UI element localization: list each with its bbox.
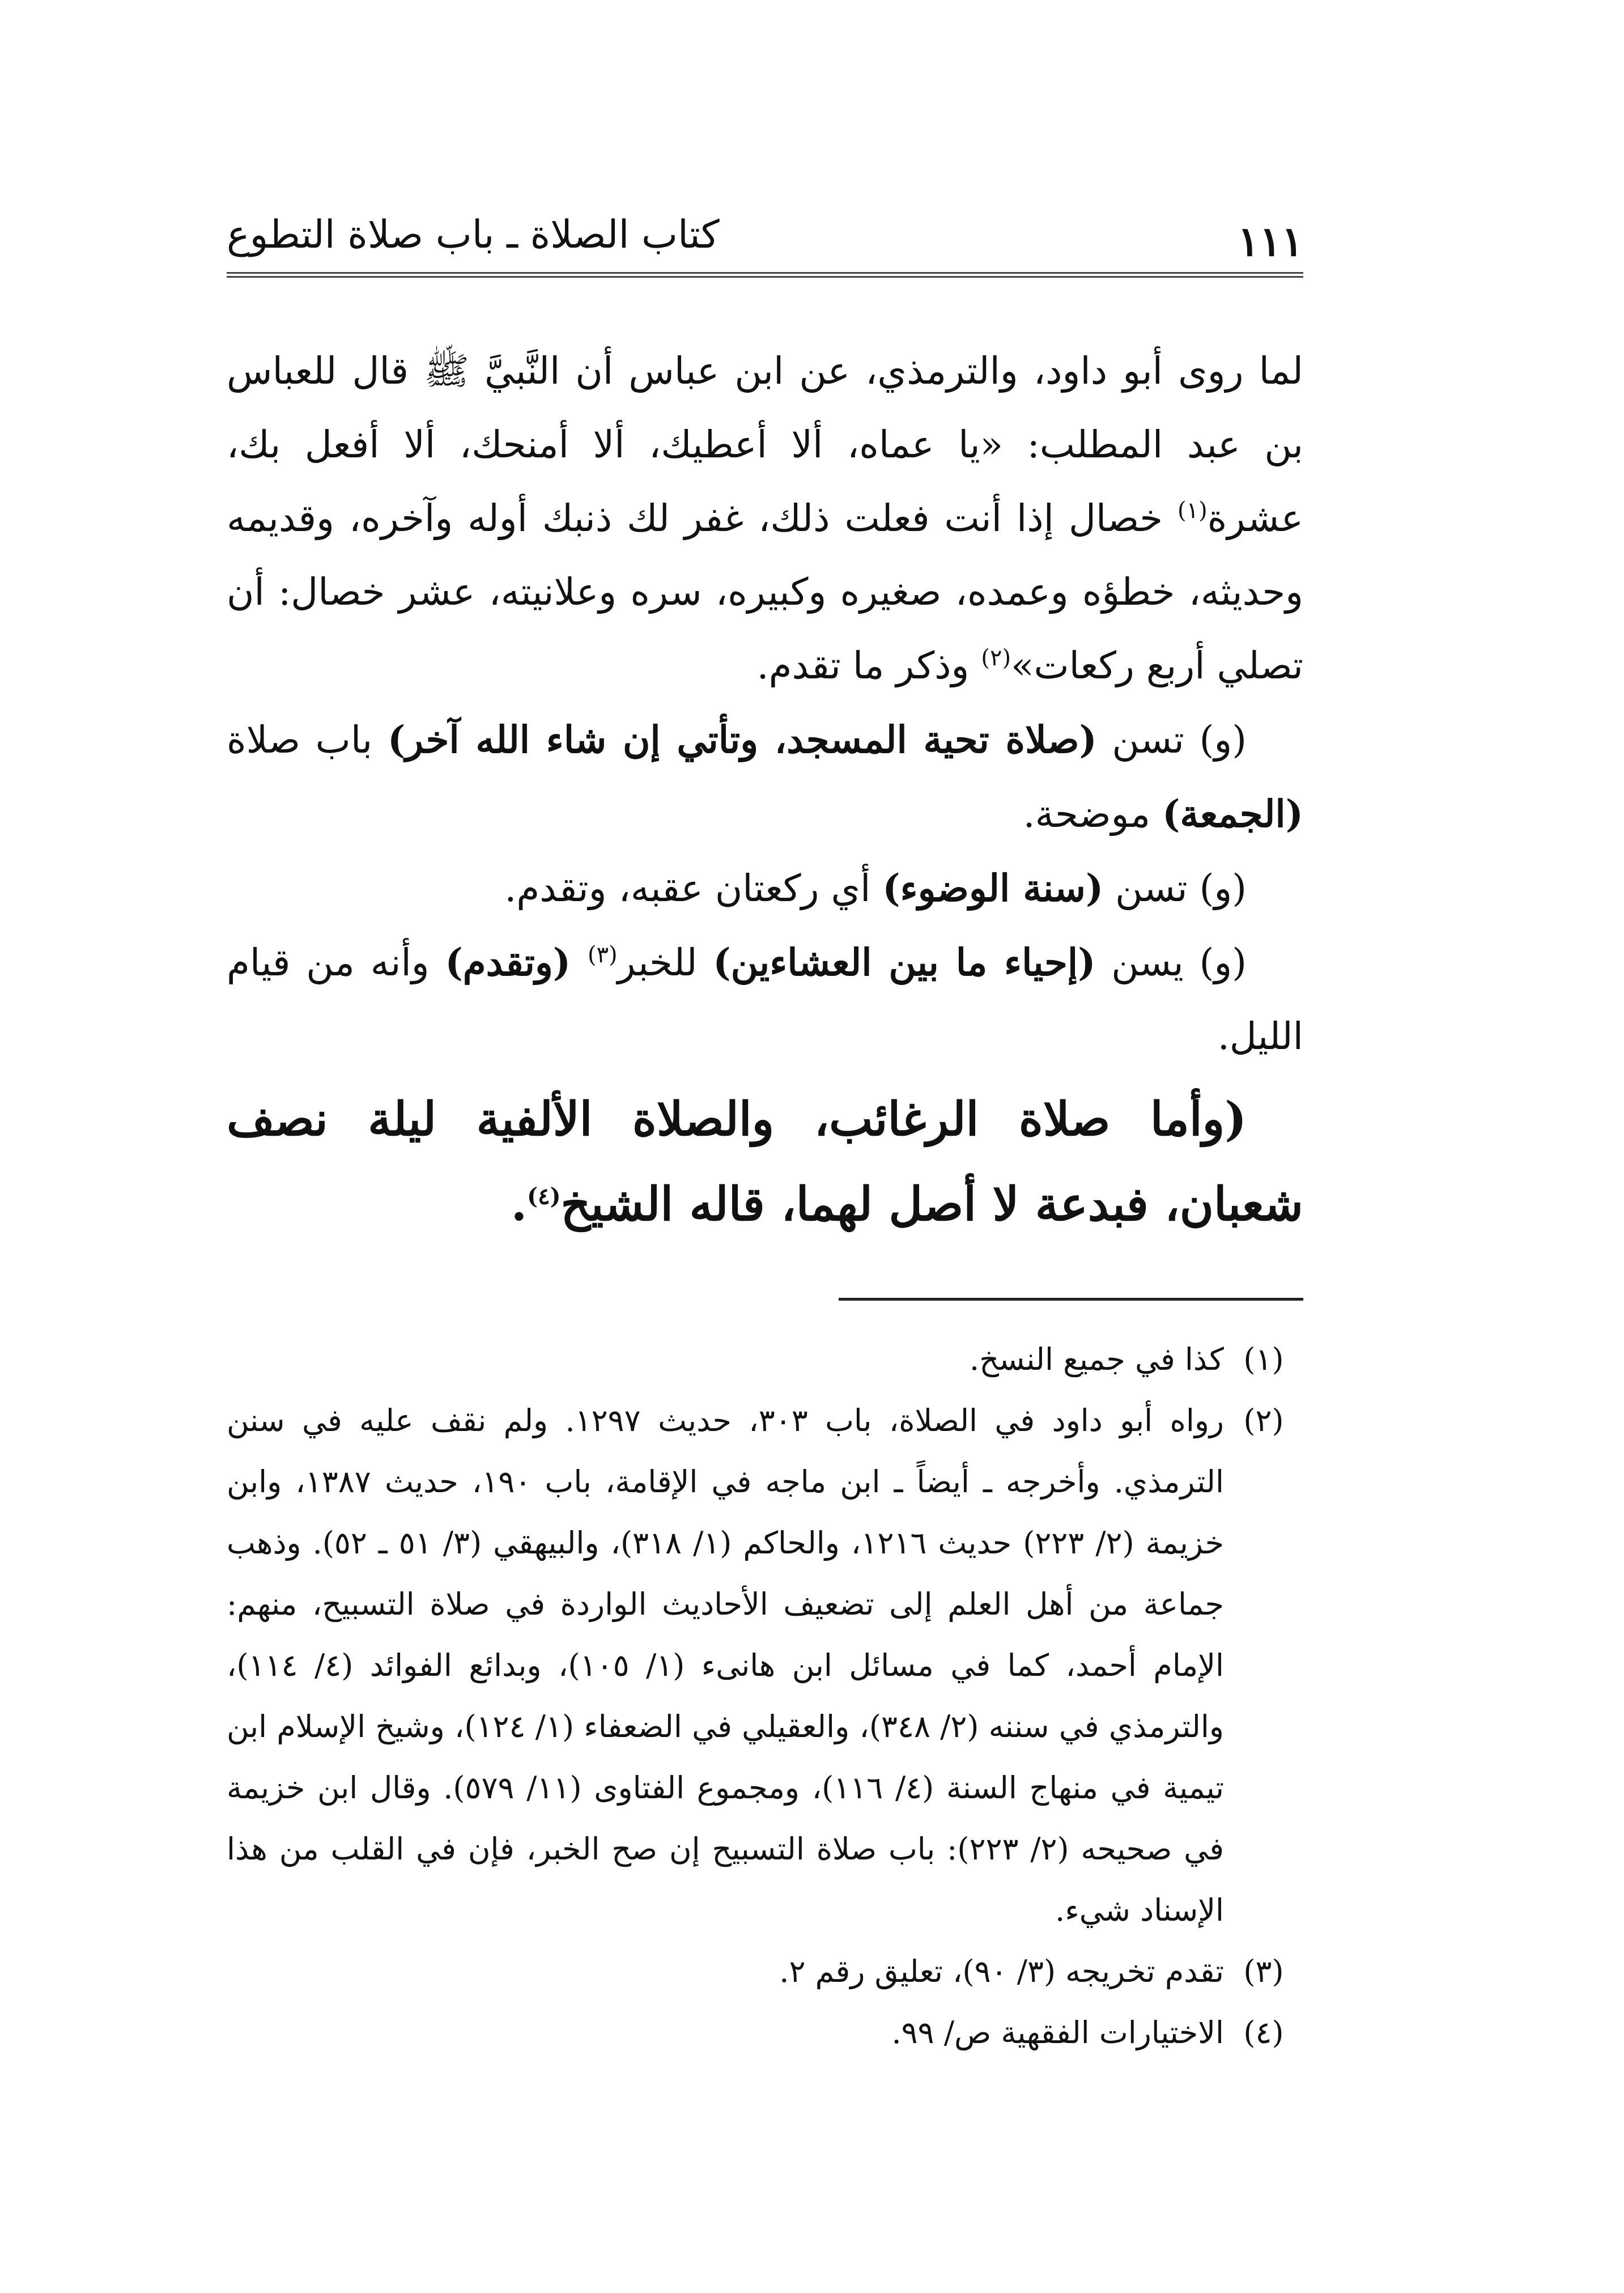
text-span: . — [511, 1177, 528, 1232]
page-number: ١١١ — [1237, 217, 1303, 265]
matn-text: (صلاة تحية المسجد، وتأتي إن شاء الله آخر) — [387, 717, 1097, 762]
footnote-4 — [227, 2002, 1303, 2063]
matn-text: (وأما صلاة الرغائب، والصلاة الألفية ليلة نصف شعبان، فبدعة لا أصل لهما، قاله الشيخ — [227, 1092, 1303, 1232]
footnote-2 — [227, 1390, 1303, 1941]
footnote-1 — [227, 1329, 1303, 1390]
footnote-text: رواه أبو داود في الصلاة، باب ٣٠٣، حديث ١٢٩٧. ولم نقف عليه في سنن الترمذي. وأخرجه ـ أيضاً ـ ابن ماجه في الإقامة، باب ١٩٠، حديث ١٣٨٧، وابن خزيمة (٢/ ٢٢٣) حديث ١٢١٦، والحاكم (١/ ٣١٨)، والبيهقي (٣/ ٥١ ـ ٥٢). وذهب جماعة من أهل العلم إلى تضعيف الأحاديث الواردة في صلاة التسبيح، منهم: الإمام أحمد، كما في مسائل ابن هانىء (١/ ١٠٥)، وبدائع الفوائد (٤/ ١١٤)، والترمذي في سننه (٢/ ٣٤٨)، والعقيلي في الضعفاء (١/ ١٢٤)، وشيخ الإسلام ابن تيمية في منهاج السنة (٤/ ١١٦)، ومجموع الفتاوى (١١/ ٥٧٩). وقال ابن خزيمة في صحيحه (٢/ ٢٢٣): باب صلاة التسبيح إن صح الخبر، فإن في القلب من هذا الإسناد شيء. — [227, 1403, 1225, 1928]
footnote-divider — [839, 1298, 1303, 1301]
matn-text: (سنة الوضوء) — [882, 866, 1104, 910]
footnote-number: (٣) — [1243, 1954, 1284, 1989]
text-span: أي ركعتان عقبه، وتقدم. — [504, 867, 883, 910]
page-header — [227, 207, 1303, 275]
footnote-ref-2[interactable]: (٢) — [981, 645, 1011, 671]
matn-text: (إحياء ما بين العشاءين) — [713, 940, 1096, 984]
footnote-text: تقدم تخريجه (٣/ ٩٠)، تعليق رقم ٢. — [779, 1954, 1224, 1989]
header-divider — [227, 272, 1303, 278]
text-span: (و) تسن — [1096, 718, 1247, 762]
footnote-ref-4[interactable]: (٤) — [527, 1183, 561, 1210]
footnote-text: كذا في جميع النسخ. — [970, 1341, 1224, 1377]
paragraph-hadith — [227, 334, 1303, 703]
text-span: باب صلاة — [227, 718, 388, 762]
footnote-ref-3[interactable]: (٣) — [587, 942, 618, 968]
text-span: لما روى أبو داود، والترمذي، عن ابن عباس أن النَّبيَّ ﷺ قال للعباس بن عبد المطلب: «يا عماه، ألا أعطيك، ألا أمنحك، ألا أفعل بك، عشرة — [227, 349, 1303, 540]
text-span: وذكر ما تقدم. — [756, 644, 981, 687]
running-title: كتاب الصلاة ـ باب صلاة التطوع — [227, 213, 720, 257]
matn-text: (الجمعة) — [1162, 792, 1303, 836]
footnotes — [227, 1329, 1303, 2063]
footnote-number: (١) — [1243, 1341, 1284, 1377]
main-text — [227, 334, 1303, 1247]
footnote-number: (٢) — [1243, 1403, 1284, 1438]
text-span: (و) تسن — [1103, 867, 1247, 910]
matn-text: (وتقدم) — [445, 940, 588, 984]
paragraph-raghaib — [227, 1077, 1303, 1247]
paragraph-sunnat-wudu — [227, 851, 1303, 925]
text-span: موضحة. — [1023, 792, 1163, 836]
footnote-number: (٤) — [1243, 2015, 1284, 2050]
text-span: (و) يسن — [1095, 941, 1247, 984]
text-span: للخبر — [617, 941, 713, 984]
text-span: وأنه من قيام الليل. — [227, 941, 1303, 1058]
footnote-3 — [227, 1941, 1303, 2002]
footnote-text: الاختيارات الفقهية ص/ ٩٩. — [891, 2015, 1224, 2050]
footnote-ref-1[interactable]: (١) — [1177, 498, 1208, 524]
paragraph-ihya-ishaain — [227, 925, 1303, 1073]
paragraph-tahiyyat-masjid — [227, 703, 1303, 851]
text-span: خصال إذا أنت فعلت ذلك، غفر لك ذنبك أوله وآخره، وقديمه وحديثه، خطؤه وعمده، صغيره وكبيره، سره وعلانيته، عشر خصال: أن تصلي أربع ركعات» — [227, 496, 1303, 687]
